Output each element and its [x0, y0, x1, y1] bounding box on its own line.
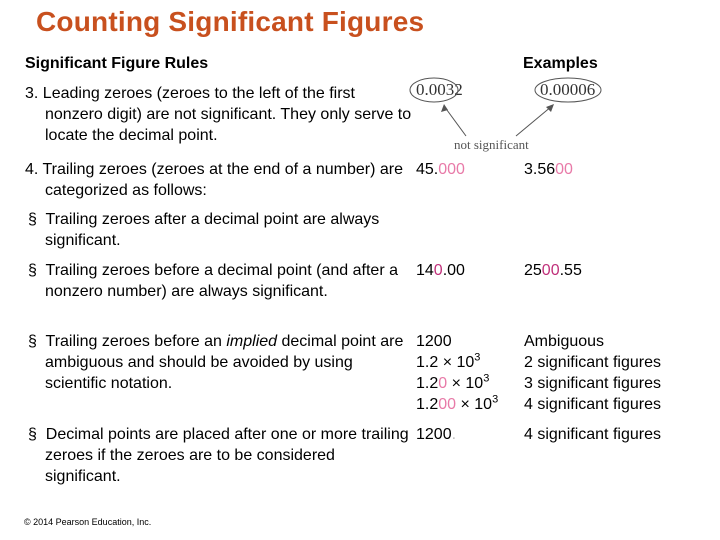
description-3: 3 significant figures	[524, 375, 661, 392]
leading-zero-example-1: 0.0032	[416, 80, 463, 99]
rule-4-example-2: 3.5600	[524, 161, 573, 178]
bullet-2-example-1: 140.00	[416, 262, 465, 279]
arrow-head-2	[546, 104, 554, 112]
rule-3-text: 3. Leading zeroes (zeroes to the left of the first nonzero digit) are not significant. They only serve to locate the decimal point.	[25, 85, 412, 144]
leading-zero-figure	[404, 74, 614, 154]
sci-number-1: 1200	[416, 333, 452, 350]
rule-4-text: 4. Trailing zeroes (zeroes at the end of a number) are categorized as follows:	[25, 161, 403, 199]
bullet-4-description: 4 significant figures	[524, 426, 661, 443]
rules-header: Significant Figure Rules	[25, 55, 209, 72]
not-significant-label: not significant	[454, 137, 529, 152]
bullet-3-symbol: §	[28, 333, 37, 350]
bullet-2: § Trailing zeroes before a decimal point (and after a nonzero number) are always significant.	[28, 262, 398, 300]
sci-number-3: $1.20 \times 10^3$	[416, 372, 490, 392]
oval-1	[410, 78, 458, 102]
arrow-line-1	[444, 106, 466, 136]
arrow-line-2	[516, 106, 552, 136]
bullet-3-numbers	[416, 331, 498, 415]
bullet-2-symbol: §	[28, 262, 37, 279]
description-4: 4 significant figures	[524, 396, 661, 413]
rule-4-example-1: 45.000	[416, 161, 465, 178]
sci-number-2: $1.2 \times 10^3$	[416, 351, 481, 371]
description-2: 2 significant figures	[524, 354, 661, 371]
examples-header: Examples	[523, 55, 598, 72]
description-1: Ambiguous	[524, 333, 605, 350]
oval-2	[535, 78, 601, 102]
page-title: Counting Significant Figures	[36, 6, 425, 37]
bullet-3: § Trailing zeroes before an implied decimal point are ambiguous and should be avoided by using scientific notation.	[28, 333, 404, 392]
bullet-4: § Decimal points are placed after one or more trailing zeroes if the zeroes are to be considered significant.	[28, 426, 409, 485]
bullet-1: § Trailing zeroes after a decimal point are always significant.	[28, 211, 380, 249]
bullet-3-descriptions	[524, 331, 661, 415]
leading-zero-example-2: 0.00006	[540, 80, 596, 99]
copyright-text: © 2014 Pearson Education, Inc.	[24, 517, 152, 527]
sci-number-4: $1.200 \times 10^3$	[416, 393, 499, 413]
bullet-4-example: 1200.	[416, 426, 457, 443]
bullet-1-symbol: §	[28, 211, 37, 228]
bullet-4-symbol: §	[28, 426, 37, 443]
bullet-2-example-2: 2500.55	[524, 262, 582, 279]
